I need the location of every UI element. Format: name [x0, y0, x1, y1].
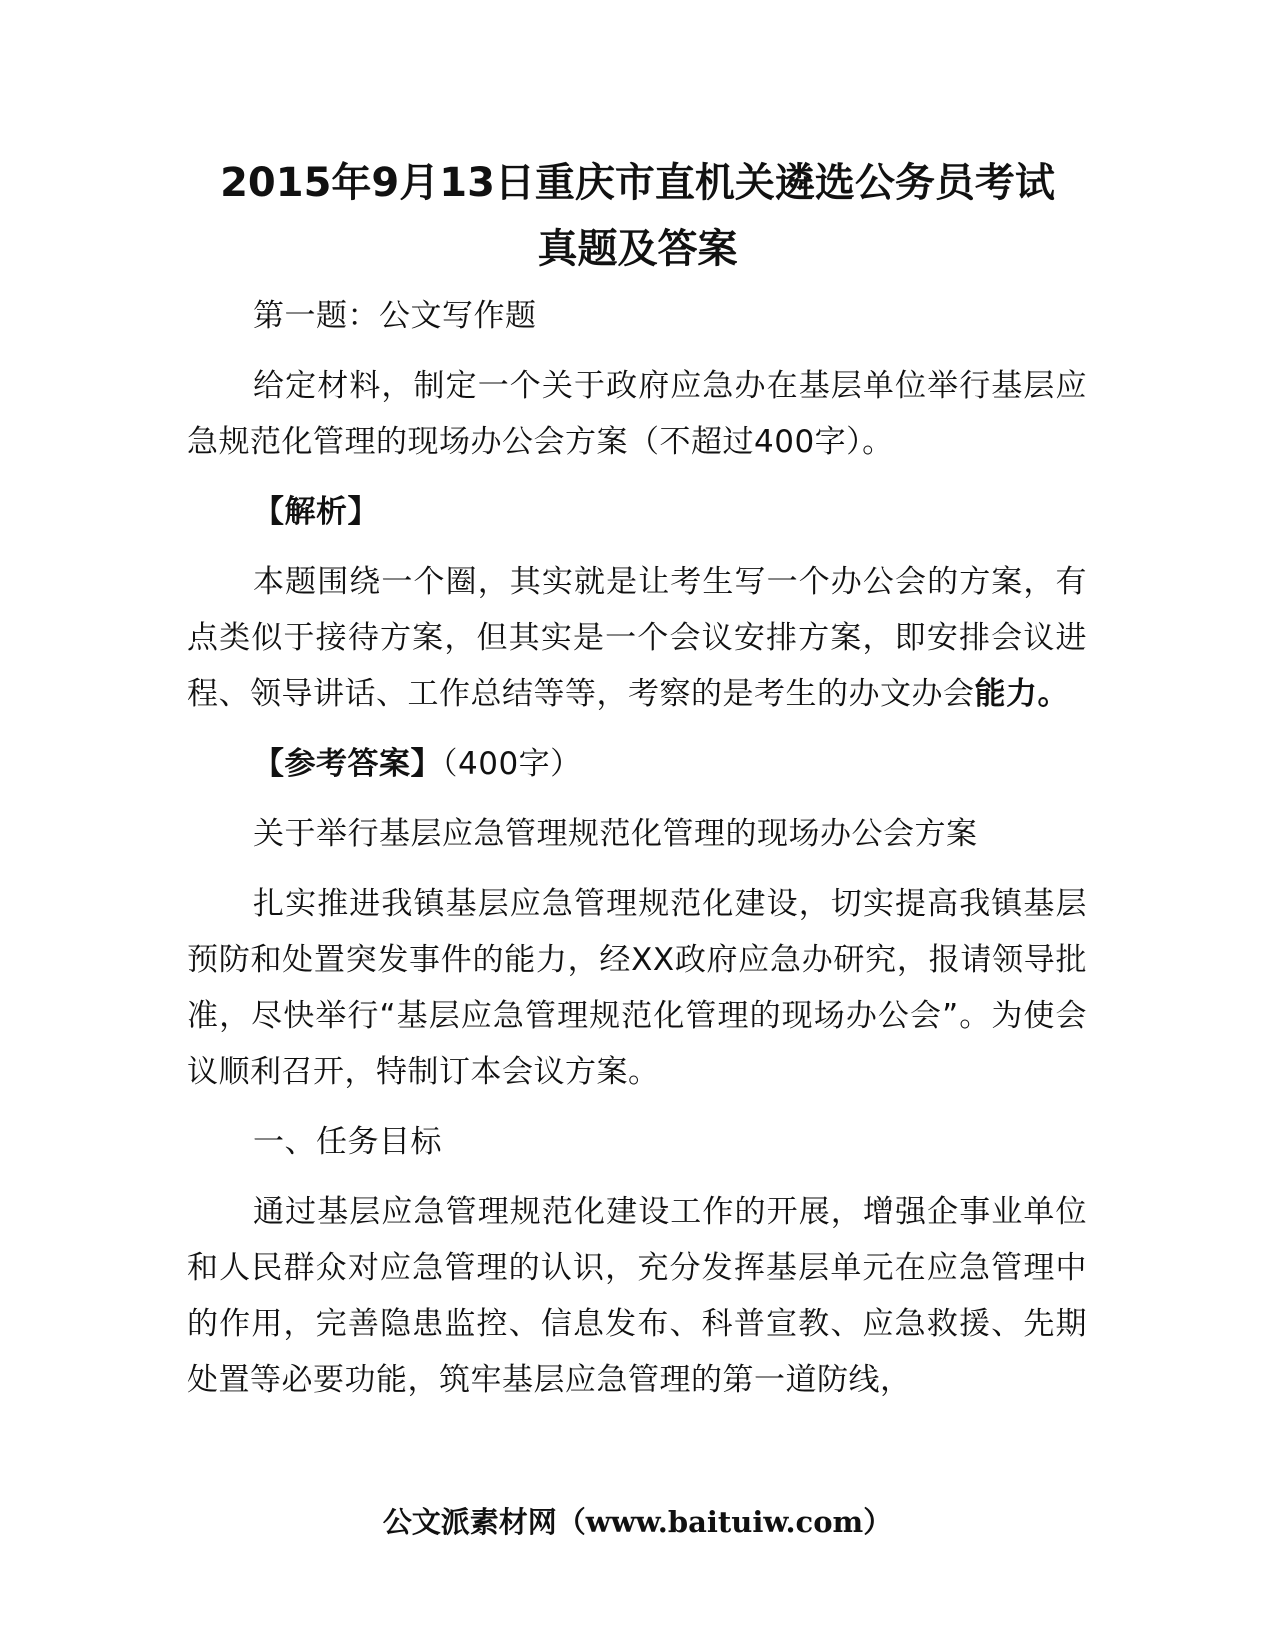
document-body [187, 288, 1087, 1422]
title-line-2: 真题及答案 [537, 226, 738, 272]
plan-title: 关于举行基层应急管理规范化管理的现场办公会方案 [253, 816, 978, 852]
title-line-1: 2015年9月13日重庆市直机关遴选公务员考试 [220, 160, 1055, 206]
page-footer: 公文派素材网（www.baituiw.com） [382, 1505, 893, 1539]
answer-heading [187, 736, 1087, 792]
section-one-heading: 一、任务目标 [253, 1124, 442, 1160]
question-heading: 第一题：公文写作题 [253, 298, 537, 334]
document-title [150, 150, 1125, 282]
analysis-text [187, 554, 1087, 722]
answer-label: 【参考答案】 [253, 746, 442, 782]
plan-intro: 扎实推进我镇基层应急管理规范化建设，切实提高我镇基层预防和处置突发事件的能力，经XX政府应急办研究，报请领导批准，尽快举行“基层应急管理规范化管理的现场办公会”。为使会议顺利召开，特制订本会议方案。 [187, 886, 1087, 1090]
question-text: 给定材料，制定一个关于政府应急办在基层单位举行基层应急规范化管理的现场办公会方案（不超过400字）。 [187, 368, 1087, 460]
answer-word-count: （400字） [442, 746, 582, 782]
section-one-text: 通过基层应急管理规范化建设工作的开展，增强企事业单位和人民群众对应急管理的认识，充分发挥基层单元在应急管理中的作用，完善隐患监控、信息发布、科普宣教、应急救援、先期处置等必要功能，筑牢基层应急管理的第一道防线， [187, 1194, 1087, 1398]
analysis-heading: 【解析】 [253, 494, 379, 530]
analysis-tail: 能力。 [974, 676, 1069, 712]
analysis-body: 本题围绕一个圈，其实就是让考生写一个办公会的方案，有点类似于接待方案，但其实是一个会议安排方案，即安排会议进程、领导讲话、工作总结等等，考察的是考生的办文办会 [187, 564, 1087, 712]
